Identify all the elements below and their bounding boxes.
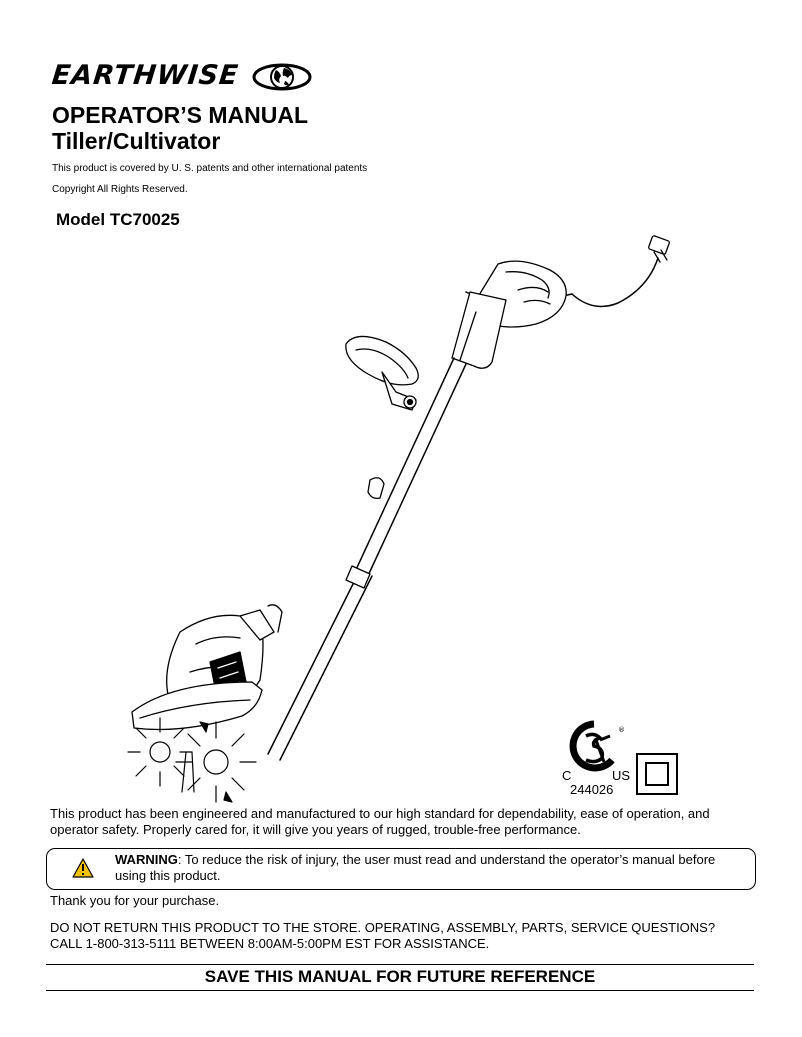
earthwise-logo [52,58,314,98]
globe-icon [252,60,312,94]
warning-message: : To reduce the risk of injury, the user must read and understand the operator’s manual before using this product. [115,852,716,883]
warning-icon [72,858,94,878]
model-number: Model TC70025 [56,210,180,229]
patents-notice: This product is covered by U. S. patents and other international patents [52,163,368,174]
warning-label: WARNING [115,852,178,867]
brand-name: EARTHWISE [50,60,241,91]
csa-number: 244026 [570,782,614,797]
copyright-notice: Copyright All Rights Reserved. [52,184,188,195]
warning-text [115,852,745,884]
manual-subtitle: Tiller/Cultivator [52,128,221,154]
intro-paragraph: This product has been engineered and manufactured to our high standard for dependability, ease of operation, and operator safety. Properly cared for, it will give you years of rugged, trouble-free performance. [50,806,710,837]
save-manual-notice: SAVE THIS MANUAL FOR FUTURE REFERENCE [204,967,596,986]
manual-title: OPERATOR’S MANUAL [52,102,308,128]
svg-text:®: ® [618,726,625,734]
csa-country-right: US [612,768,631,783]
csa-certification [556,720,686,802]
double-insulation-icon [636,753,678,795]
csa-country-left: C [562,768,572,783]
return-notice: DO NOT RETURN THIS PRODUCT TO THE STORE. OPERATING, ASSEMBLY, PARTS, SERVICE QUESTIONS? CALL 1-800-313-5111 BETWEEN 8:00AM-5:00PM EST FOR ASSISTANCE. [50,920,716,951]
footer-bottom-rule [46,990,754,991]
thanks-text: Thank you for your purchase. [50,893,220,908]
footer-top-rule [46,964,754,965]
csa-logo-icon [556,720,632,772]
warning-box [46,848,756,890]
